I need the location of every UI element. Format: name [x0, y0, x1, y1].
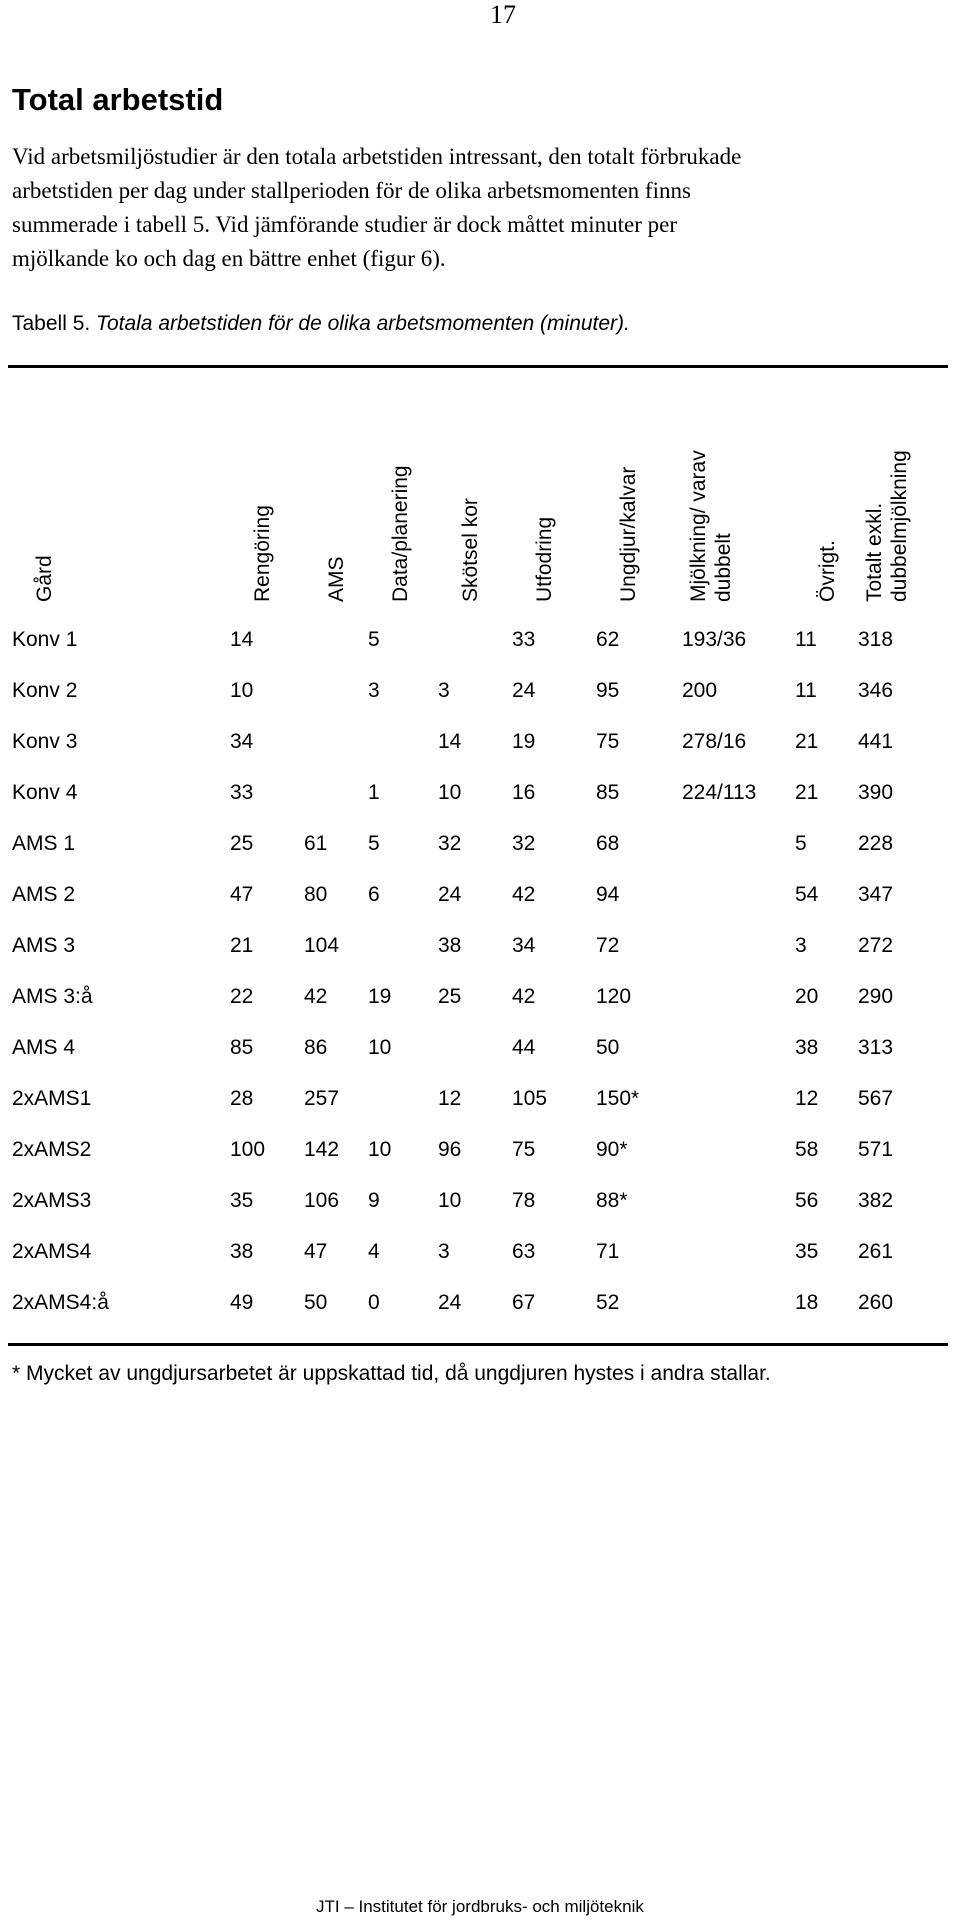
- table-row: [0, 832, 960, 883]
- table-cell: 38: [438, 934, 462, 957]
- table-cell: 71: [596, 1240, 620, 1263]
- table-cell: 1: [368, 781, 380, 804]
- section-heading: Total arbetstid: [12, 82, 224, 117]
- table-cell: 32: [512, 832, 536, 855]
- table-cell: 10: [368, 1138, 392, 1161]
- farm-cell: 2xAMS3: [12, 1189, 92, 1212]
- page-footer: JTI – Institutet för jordbruks- och miljöteknik: [316, 1897, 644, 1916]
- table-cell: 347: [858, 883, 894, 906]
- table-top-rule: [8, 365, 948, 368]
- table-cell: 24: [438, 883, 462, 906]
- farm-cell: 2xAMS2: [12, 1138, 92, 1161]
- table-cell: 25: [438, 985, 462, 1008]
- farm-cell: AMS 3: [12, 934, 76, 957]
- table-cell: 260: [858, 1291, 894, 1314]
- table-cell: 200: [682, 679, 718, 702]
- table-cell: 86: [304, 1036, 328, 1059]
- farm-cell: AMS 4: [12, 1036, 76, 1059]
- table-cell: 58: [795, 1138, 819, 1161]
- table-cell: 3: [795, 934, 807, 957]
- farm-cell: 2xAMS4: [12, 1240, 92, 1263]
- table-cell: 67: [512, 1291, 536, 1314]
- table-cell: 3: [438, 1240, 450, 1263]
- table-cell: 21: [230, 934, 254, 957]
- table-cell: 10: [230, 679, 254, 702]
- table-cell: 3: [368, 679, 380, 702]
- table-bottom-rule: [8, 1343, 948, 1346]
- farm-cell: Konv 4: [12, 781, 78, 804]
- table-cell: 346: [858, 679, 894, 702]
- table-row: [0, 1291, 960, 1342]
- table-cell: 11: [795, 679, 817, 702]
- column-header-line: dubbelmjölkning: [888, 450, 911, 602]
- table-cell: 272: [858, 934, 894, 957]
- table-cell: 94: [596, 883, 620, 906]
- column-header: [815, 540, 840, 602]
- table-cell: 85: [230, 1036, 254, 1059]
- table-cell: 35: [795, 1240, 819, 1263]
- table-row: [0, 1138, 960, 1189]
- table-cell: 80: [304, 883, 328, 906]
- table-cell: 33: [512, 628, 536, 651]
- table-row: [0, 1189, 960, 1240]
- table-cell: 42: [512, 985, 536, 1008]
- table-cell: 318: [858, 628, 894, 651]
- table-cell: 9: [368, 1189, 380, 1212]
- table-row: [0, 628, 960, 679]
- paragraph-line: mjölkande ko och dag en bättre enhet (figur 6).: [12, 246, 446, 271]
- table-cell: 20: [795, 985, 819, 1008]
- table-row: [0, 883, 960, 934]
- column-header: [616, 467, 641, 602]
- table-cell: 47: [230, 883, 254, 906]
- table-cell: 85: [596, 781, 620, 804]
- table-cell: 42: [304, 985, 328, 1008]
- table-cell: 228: [858, 832, 894, 855]
- column-header-line: Gård: [33, 555, 56, 602]
- column-header-line: Utfodring: [533, 516, 556, 602]
- paragraph-line: summerade i tabell 5. Vid jämförande studier är dock måttet minuter per: [12, 212, 677, 237]
- table-cell: 4: [368, 1240, 380, 1263]
- table-cell: 34: [512, 934, 536, 957]
- table-cell: 21: [795, 730, 819, 753]
- table-cell: 44: [512, 1036, 536, 1059]
- table-cell: 150*: [596, 1087, 640, 1110]
- table-row: [0, 1087, 960, 1138]
- table-cell: 63: [512, 1240, 536, 1263]
- table-cell: 257: [304, 1087, 340, 1110]
- table-cell: 105: [512, 1087, 548, 1110]
- table-cell: 261: [858, 1240, 894, 1263]
- table-caption-title: Totala arbetstiden för de olika arbetsmomenten (minuter).: [90, 312, 630, 335]
- table-cell: 104: [304, 934, 340, 957]
- table-cell: 42: [512, 883, 536, 906]
- table-cell: 11: [795, 628, 817, 651]
- table-cell: 224/113: [682, 781, 757, 804]
- table-cell: 88*: [596, 1189, 628, 1212]
- table-cell: 382: [858, 1189, 894, 1212]
- table-cell: 25: [230, 832, 254, 855]
- table-cell: 16: [512, 781, 536, 804]
- farm-cell: AMS 1: [12, 832, 76, 855]
- table-cell: 61: [304, 832, 328, 855]
- table-cell: 50: [304, 1291, 328, 1314]
- page-number: 17: [490, 0, 516, 29]
- body-paragraph: [12, 140, 960, 276]
- farm-cell: Konv 3: [12, 730, 78, 753]
- table-cell: 34: [230, 730, 254, 753]
- table-cell: 0: [368, 1291, 380, 1314]
- farm-cell: 2xAMS4:å: [12, 1291, 109, 1314]
- table-cell: 56: [795, 1189, 819, 1212]
- table-cell: 21: [795, 781, 819, 804]
- table-cell: 62: [596, 628, 620, 651]
- table-row: [0, 730, 960, 781]
- farm-cell: AMS 3:å: [12, 985, 93, 1008]
- column-header-line: dubbelt: [712, 533, 735, 602]
- table-cell: 106: [304, 1189, 340, 1212]
- table-cell: 54: [795, 883, 819, 906]
- farm-cell: Konv 1: [12, 628, 78, 651]
- farm-cell: Konv 2: [12, 679, 78, 702]
- table-caption-label: Tabell 5.: [12, 312, 91, 335]
- table-cell: 22: [230, 985, 254, 1008]
- table-cell: 38: [230, 1240, 254, 1263]
- table-cell: 10: [368, 1036, 392, 1059]
- column-header: [32, 555, 57, 602]
- table-caption: [12, 312, 630, 336]
- table-cell: 32: [438, 832, 462, 855]
- table-cell: 313: [858, 1036, 894, 1059]
- column-header: [686, 450, 736, 602]
- table-row: [0, 781, 960, 832]
- column-header-line: Totalt exkl.: [863, 502, 886, 602]
- table-cell: 5: [368, 628, 380, 651]
- column-header: [862, 450, 912, 602]
- table-cell: 3: [438, 679, 450, 702]
- table-cell: 10: [438, 1189, 462, 1212]
- table-cell: 95: [596, 679, 620, 702]
- column-header-line: Data/planering: [389, 465, 412, 602]
- table-cell: 571: [858, 1138, 894, 1161]
- table-cell: 47: [304, 1240, 328, 1263]
- table-cell: 38: [795, 1036, 819, 1059]
- table-cell: 90*: [596, 1138, 628, 1161]
- column-header: [250, 505, 275, 602]
- table-cell: 12: [438, 1087, 462, 1110]
- table-cell: 18: [795, 1291, 819, 1314]
- table-cell: 12: [795, 1087, 819, 1110]
- table-cell: 78: [512, 1189, 536, 1212]
- table-cell: 24: [512, 679, 536, 702]
- table-cell: 5: [368, 832, 380, 855]
- table-cell: 49: [230, 1291, 254, 1314]
- table-header-row: [0, 380, 960, 602]
- table-cell: 24: [438, 1291, 462, 1314]
- table-cell: 193/36: [682, 628, 747, 651]
- column-header: [388, 465, 413, 602]
- table-cell: 441: [858, 730, 894, 753]
- table-cell: 75: [596, 730, 620, 753]
- table-cell: 52: [596, 1291, 620, 1314]
- table-cell: 75: [512, 1138, 536, 1161]
- table-cell: 567: [858, 1087, 894, 1110]
- table-row: [0, 679, 960, 730]
- column-header: [532, 517, 557, 602]
- table-cell: 68: [596, 832, 620, 855]
- column-header: [324, 556, 349, 602]
- farm-cell: AMS 2: [12, 883, 76, 906]
- table-cell: 14: [230, 628, 254, 651]
- table-row: [0, 985, 960, 1036]
- column-header: [458, 498, 483, 602]
- table-cell: 142: [304, 1138, 340, 1161]
- table-cell: 35: [230, 1189, 254, 1212]
- table-cell: 120: [596, 985, 632, 1008]
- column-header-line: Mjölkning/ varav: [687, 450, 710, 602]
- column-header-line: Rengöring: [251, 505, 274, 602]
- table-cell: 19: [512, 730, 536, 753]
- table-row: [0, 1036, 960, 1087]
- table-row: [0, 1240, 960, 1291]
- table-cell: 10: [438, 781, 462, 804]
- paragraph-line: Vid arbetsmiljöstudier är den totala arbetstiden intressant, den totalt förbrukade: [12, 144, 742, 169]
- table-cell: 5: [795, 832, 807, 855]
- column-header-line: Skötsel kor: [459, 498, 482, 602]
- table-cell: 14: [438, 730, 462, 753]
- column-header-line: AMS: [325, 556, 348, 602]
- table-cell: 278/16: [682, 730, 747, 753]
- table-footnote: * Mycket av ungdjursarbetet är uppskattad tid, då ungdjuren hystes i andra stallar.: [12, 1362, 771, 1385]
- table-cell: 6: [368, 883, 380, 906]
- table-cell: 390: [858, 781, 894, 804]
- column-header-line: Ungdjur/kalvar: [617, 466, 640, 602]
- table-cell: 28: [230, 1087, 254, 1110]
- table-row: [0, 934, 960, 985]
- column-header-line: Övrigt.: [816, 540, 839, 602]
- table-cell: 96: [438, 1138, 462, 1161]
- paragraph-line: arbetstiden per dag under stallperioden för de olika arbetsmomenten finns: [12, 178, 691, 203]
- table-cell: 72: [596, 934, 620, 957]
- table-cell: 290: [858, 985, 894, 1008]
- table-cell: 19: [368, 985, 392, 1008]
- table-cell: 100: [230, 1138, 266, 1161]
- farm-cell: 2xAMS1: [12, 1087, 92, 1110]
- table-cell: 33: [230, 781, 254, 804]
- table-cell: 50: [596, 1036, 620, 1059]
